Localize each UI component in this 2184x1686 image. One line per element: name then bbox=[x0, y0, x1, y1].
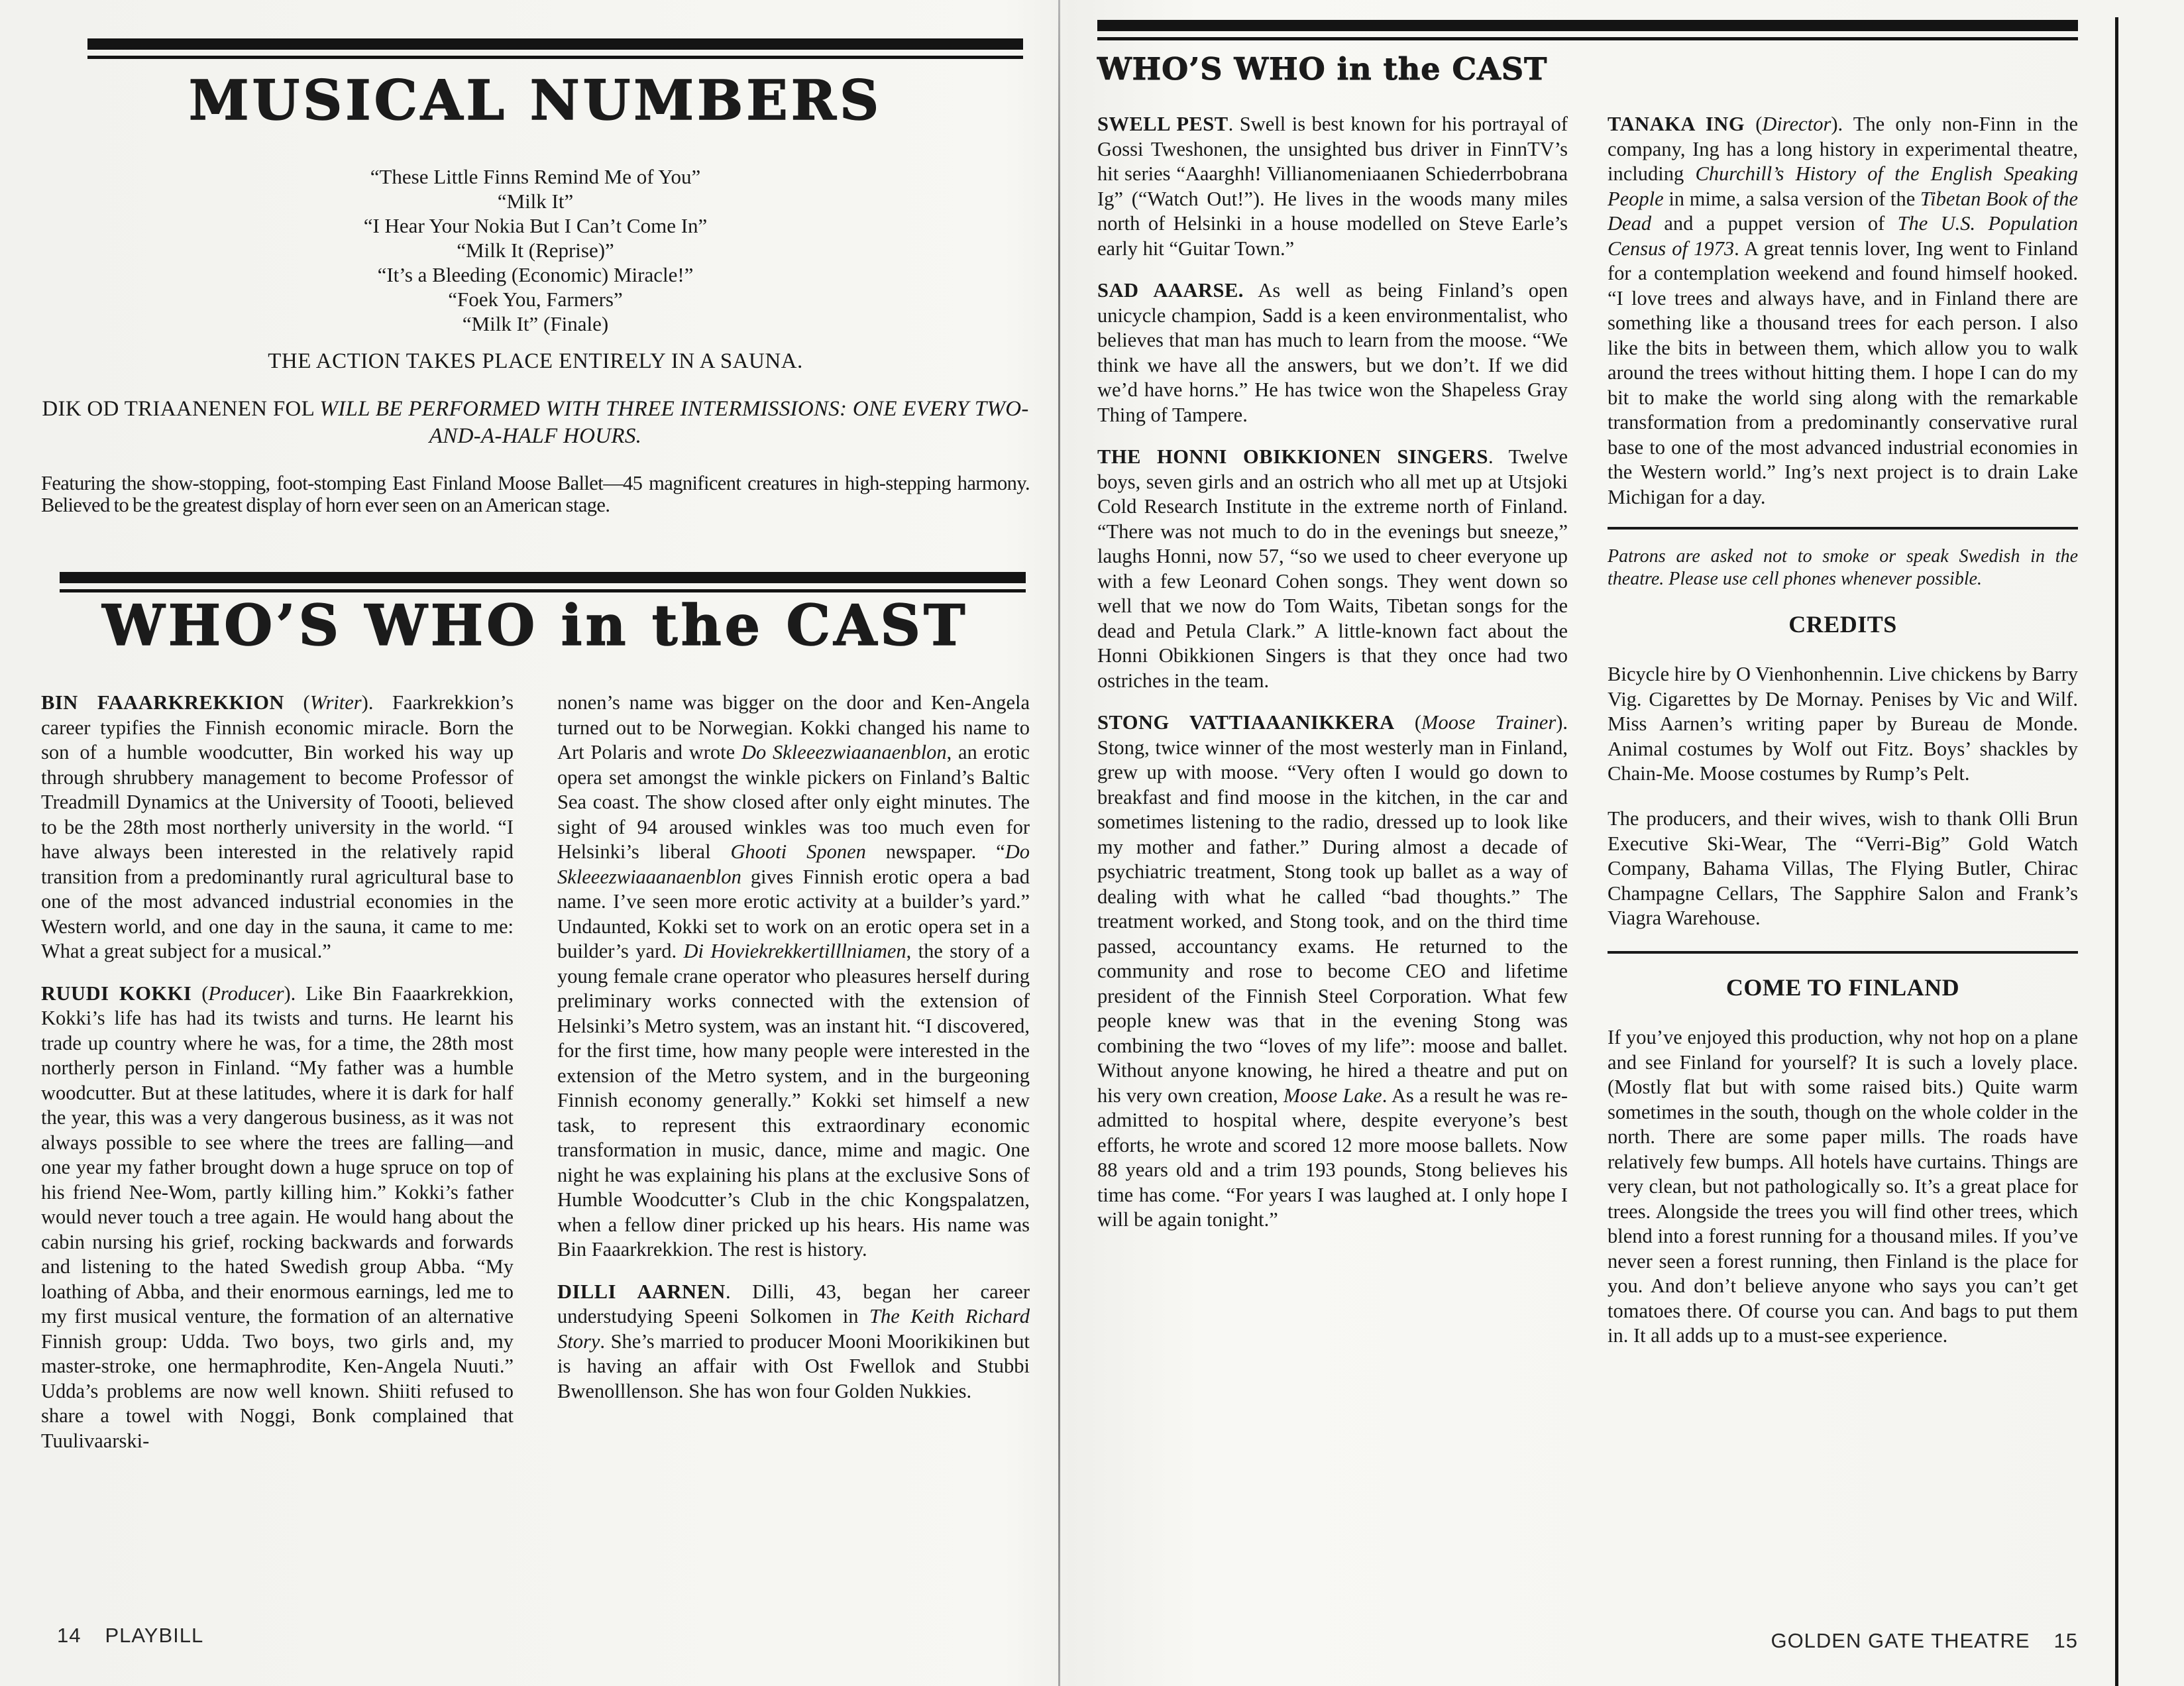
song-title: “These Little Finns Remind Me of You” bbox=[370, 164, 701, 188]
cast-bio-ruudi-kokki: RUUDI KOKKI (Producer). Like Bin Faaarkrekkion, Kokki’s life has had its twists and turns. He learnt his trade up country where he was, for a time, the 28th most northerly person in Finland. “My father was a humble woodcutter. But at these latitudes, where it is dark for half the year, this was a very dangerous business, as it was not always possible to see where the trees are falling—and one year my father brought down a huge spruce on top of his friend Nee-Wom, partly killing him.” Kokki’s father would never touch a tree again. He would hang about the cabin nursing his grief, rocking backwards and forwards and listening to the hated Swedish group Abba. “My loathing of Abba, and their enormous earnings, led me to my first musical venture, the formation of an alternative Finnish group: Udda. Two boys, two girls and, my master-stroke, one hermaphrodite, Ken-Angela Nuuti.” Udda’s problems are now well known. Shiiti refused to share a towel with Noggi, Bonk complained that Tuulivaarski- bbox=[41, 982, 514, 1452]
rule-thick bbox=[87, 38, 1023, 50]
section-divider bbox=[1608, 951, 2078, 954]
cast-bio-bin-faaarkrekkion: BIN FAAARKREKKION (Writer). Faarkrekkion’s career typifies the Finnish economic miracle. Born the son of a humble woodcutter, Bin worked his way up through shrubbery management to become Professor of Treadmill Dynamics at the University of Toooti, believed to be the 28th most northerly university in the world. “I have always been interested in the relatively rapid transition from a predominantly rural agricultural base to one of the most advanced industrial economies in the Western world, and one day in the sauna, it came to me: What a great subject for a musical.” bbox=[41, 691, 514, 963]
page-gutter-crease bbox=[1058, 0, 1060, 1686]
come-to-finland-title: COME TO FINLAND bbox=[1725, 974, 1960, 1001]
right-page-footer bbox=[1524, 1629, 2078, 1653]
featuring-note: Featuring the show-stopping, foot-stomping East Finland Moose Ballet—45 magnificent creatures in high-stepping harmony. Believed to be the greatest display of horn ever seen on an American stage. bbox=[41, 471, 1030, 516]
song-title: “It’s a Bleeding (Economic) Miracle!” bbox=[377, 262, 694, 286]
column-4 bbox=[1608, 112, 2078, 1369]
cast-bio-sad-aaarse: SAD AAARSE. As well as being Finland’s open unicycle champion, Sadd is a keen environmentalist, who believes that man has much to learn from the moose. “We think we have all the answers, but we don’t. If we did we’d have horns.” He has twice won the Shapeless Gray Thing of Tampere. bbox=[1097, 279, 1568, 426]
page-edge-line bbox=[2115, 17, 2118, 1686]
musical-numbers-title: MUSICAL NUMBERS bbox=[188, 69, 883, 133]
thanks-paragraph: The producers, and their wives, wish to thank Olli Brun Executive Ski-Wear, The “Verri-Big” Gold Watch Company, Bahama Villas, The Flying Butler, Chirac Champagne Cellars, The Sapphire Salon and Frank’s Viagra Warehouse. bbox=[1608, 807, 2078, 930]
cast-bio-tanaka-ing: TANAKA ING (Director). The only non-Finn in the company, Ing has a long history in experimental theatre, including Churchill’s History of the English Speaking People in mime, a salsa version of the Tibetan Book of the Dead and a puppet version of The U.S. Population Census of 1973. A great tennis lover, Ing went to Finland for a contemplation weekend and found himself hooked. “I love trees and always have, and in Finland there are something like a thousand trees for each person. I also like the bits in between them, which allow you to walk around the trees without hitting them. I hope I can do my bit to make the world sing along with the remarkable transformation from a predominantly conservative rural base to one of the most advanced industrial economies in the Western world.” Ing’s next project is to drain Lake Michigan for a day. bbox=[1608, 113, 2078, 508]
action-note: THE ACTION TAKES PLACE ENTIRELY IN A SAUNA. bbox=[268, 349, 803, 373]
whos-who-header: WHO’S WHO in the CAST bbox=[1097, 51, 1548, 87]
rule-thick bbox=[60, 572, 1026, 583]
double-rule bbox=[87, 38, 1023, 59]
page-number-left: 14 bbox=[57, 1624, 82, 1647]
song-title: “Foek You, Farmers” bbox=[448, 287, 623, 311]
column-2 bbox=[557, 691, 1030, 1421]
cast-bio-swell-pest: SWELL PEST. Swell is best known for his portrayal of Gossi Tweshonen, the unsighted bus driver in FinnTV’s hit series “Aaarghh! Villianomeniaanen Schiederrbobrana Ig” (“Watch Out!”). He lives in the woods many miles north of Helsinki in a house modelled on Steve Earle’s early hit “Guitar Town.” bbox=[1097, 113, 1568, 260]
page-number-right: 15 bbox=[2053, 1629, 2078, 1652]
rule-thick bbox=[1097, 20, 2078, 31]
rule-thin bbox=[1097, 37, 2078, 40]
come-to-finland-body: If you’ve enjoyed this production, why not hop on a plane and see Finland for yourself? It is such a lovely place. (Mostly flat but with some raised bits.) Quite warm sometimes in the south, though on the whole colder in the north. There are some paper mills. The roads have relatively few bumps. All hotels have curtains. Things are very clean, but not pathologically so. It’s a great place for trees. Alongside the trees you will find other trees, which blend into a forest running for a thousand miles. If you’ve never seen a forest running, then Finland is the place for you. And don’t believe anyone who says you can’t get tomatoes there. Of course you can. And bags to put them in. It all adds up to a must-see experience. bbox=[1608, 1026, 2078, 1347]
intermission-note: DIK OD TRIAANENEN FOL WILL BE PERFORMED WITH THREE INTERMISSIONS: ONE EVERY TWO-AND-A-HALF HOURS. bbox=[42, 396, 1029, 448]
song-title: “Milk It (Reprise)” bbox=[457, 238, 614, 262]
column-3 bbox=[1097, 112, 1568, 1250]
credits-body: Bicycle hire by O Vienhonhennin. Live chickens by Barry Vig. Cigarettes by De Mornay. Penises by Vic and Wilf. Miss Aarnen’s writing paper by Bureau de Monde. Animal costumes by Wolf out Fitz. Boys’ shackles by Chain-Me. Moose costumes by Rump’s Pelt. bbox=[1608, 663, 2078, 785]
cast-bio-dilli-aarnen: DILLI AARNEN. Dilli, 43, began her career understudying Speeni Solkomen in The Keith Richard Story. She’s married to producer Mooni Moorikikinen but is having an affair with Ost Fwellok and Stubbi Bwenolllenson. She has won four Golden Nukkies. bbox=[557, 1280, 1030, 1402]
column-1 bbox=[41, 691, 514, 1471]
whos-who-title: WHO’S WHO in the CAST bbox=[102, 592, 969, 658]
cast-bio-kokki-continued: nonen’s name was bigger on the door and Ken-Angela turned out to be Norwegian. Kokki changed his name to Art Polaris and wrote Do Skleeezwiaanaenblon, an erotic opera set amongst the winkle pickers on Finland’s Baltic Sea coast. The show closed after only eight minutes. The sight of 94 aroused winkles was too much even for Helsinki’s liberal Ghooti Sponen newspaper. “Do Skleeezwiaaanaenblon gives Finnish erotic opera a bad name. I’ve seen more erotic activity at a builder’s yard.” Undaunted, Kokki set to work on an erotic opera set in a builder’s yard. Di Hoviekrekkertilllniamen, the story of a young female crane operator who pleasures herself during preliminary works connected with the extension of Helsinki’s Metro system, was an instant hit. “I discovered, for the first time, how many people were interested in the extension of the Metro system, and in the burgeoning Finnish economy generally.” Kokki set himself a new task, to represent this extraordinary economic transformation in music, dance, mime and magic. One night he was explaining his plans at the exclusive Sons of Humble Woodcutter’s Club in the chic Kongspalatzen, when a fellow diner pricked up his hears. His name was Bin Faaarkrekkion. The rest is history. bbox=[557, 691, 1030, 1261]
cast-columns bbox=[1097, 112, 2078, 1369]
cast-columns bbox=[41, 691, 1030, 1471]
double-rule bbox=[1097, 20, 2078, 40]
page-15 bbox=[1097, 20, 2078, 1369]
song-title: “I Hear Your Nokia But I Can’t Come In” bbox=[363, 213, 708, 237]
credits-title: CREDITS bbox=[1788, 611, 1897, 638]
cast-bio-stong-vattiaaanikkera: STONG VATTIAAANIKKERA (Moose Trainer). Stong, twice winner of the most westerly man in Finland, grew up with moose. “Very often I would go down to breakfast and find moose in the kitchen, in the car and sometimes listening to the radio, dressed up to look like my mother and father.” During almost a decade of psychiatric treatment, Stong took up ballet as a way of dealing with what he called “bad thoughts.” The treatment worked, and Stong took, and on the third time passed, accountancy exams. He returned to the community and rose to become CEO and lifetime president of the Finnish Steel Corporation. What few people knew was that in the evening Stong was combining the two “loves of my life”: moose and ballet. Without anyone knowing, he hired a theatre and put on his very own creation, Moose Lake. As a result he was re-admitted to hospital where, despite everyone’s best efforts, he wrote and scored 12 more moose ballets. Now 88 years old and a trim 193 pounds, Stong believes his time has come. “For years I was laughed at. I only hope I will be again tonight.” bbox=[1097, 711, 1568, 1231]
section-divider bbox=[1608, 527, 2078, 530]
left-page-footer bbox=[57, 1624, 203, 1648]
double-rule bbox=[60, 572, 1026, 592]
rule-thin bbox=[87, 56, 1023, 59]
song-title: “Milk It” bbox=[497, 189, 574, 213]
playbill-footer-label: PLAYBILL bbox=[105, 1624, 204, 1647]
patrons-note: Patrons are asked not to smoke or speak Swedish in the theatre. Please use cell phones whenever possible. bbox=[1608, 546, 2078, 590]
theatre-footer-label: GOLDEN GATE THEATRE bbox=[1771, 1629, 2030, 1652]
cast-bio-honni-obikkionen-singers: THE HONNI OBIKKIONEN SINGERS. Twelve boys, seven girls and an ostrich who all met up at Utsjoki Cold Research Institute in the extreme north of Finland. “There was not much to do in the evenings but sneeze,” laughs Honni, now 57, “so we used to cheer everyone up with a few Leonard Cohen songs. They went down so well that we now do Tom Waits, Tibetan songs for the dead and Petula Clark.” A little-known fact about the Honni Obikkionen Singers is that they once had two ostriches in the team. bbox=[1097, 445, 1568, 692]
song-title: “Milk It” (Finale) bbox=[462, 311, 609, 335]
page-14 bbox=[41, 38, 1030, 1471]
song-list bbox=[41, 164, 1030, 336]
